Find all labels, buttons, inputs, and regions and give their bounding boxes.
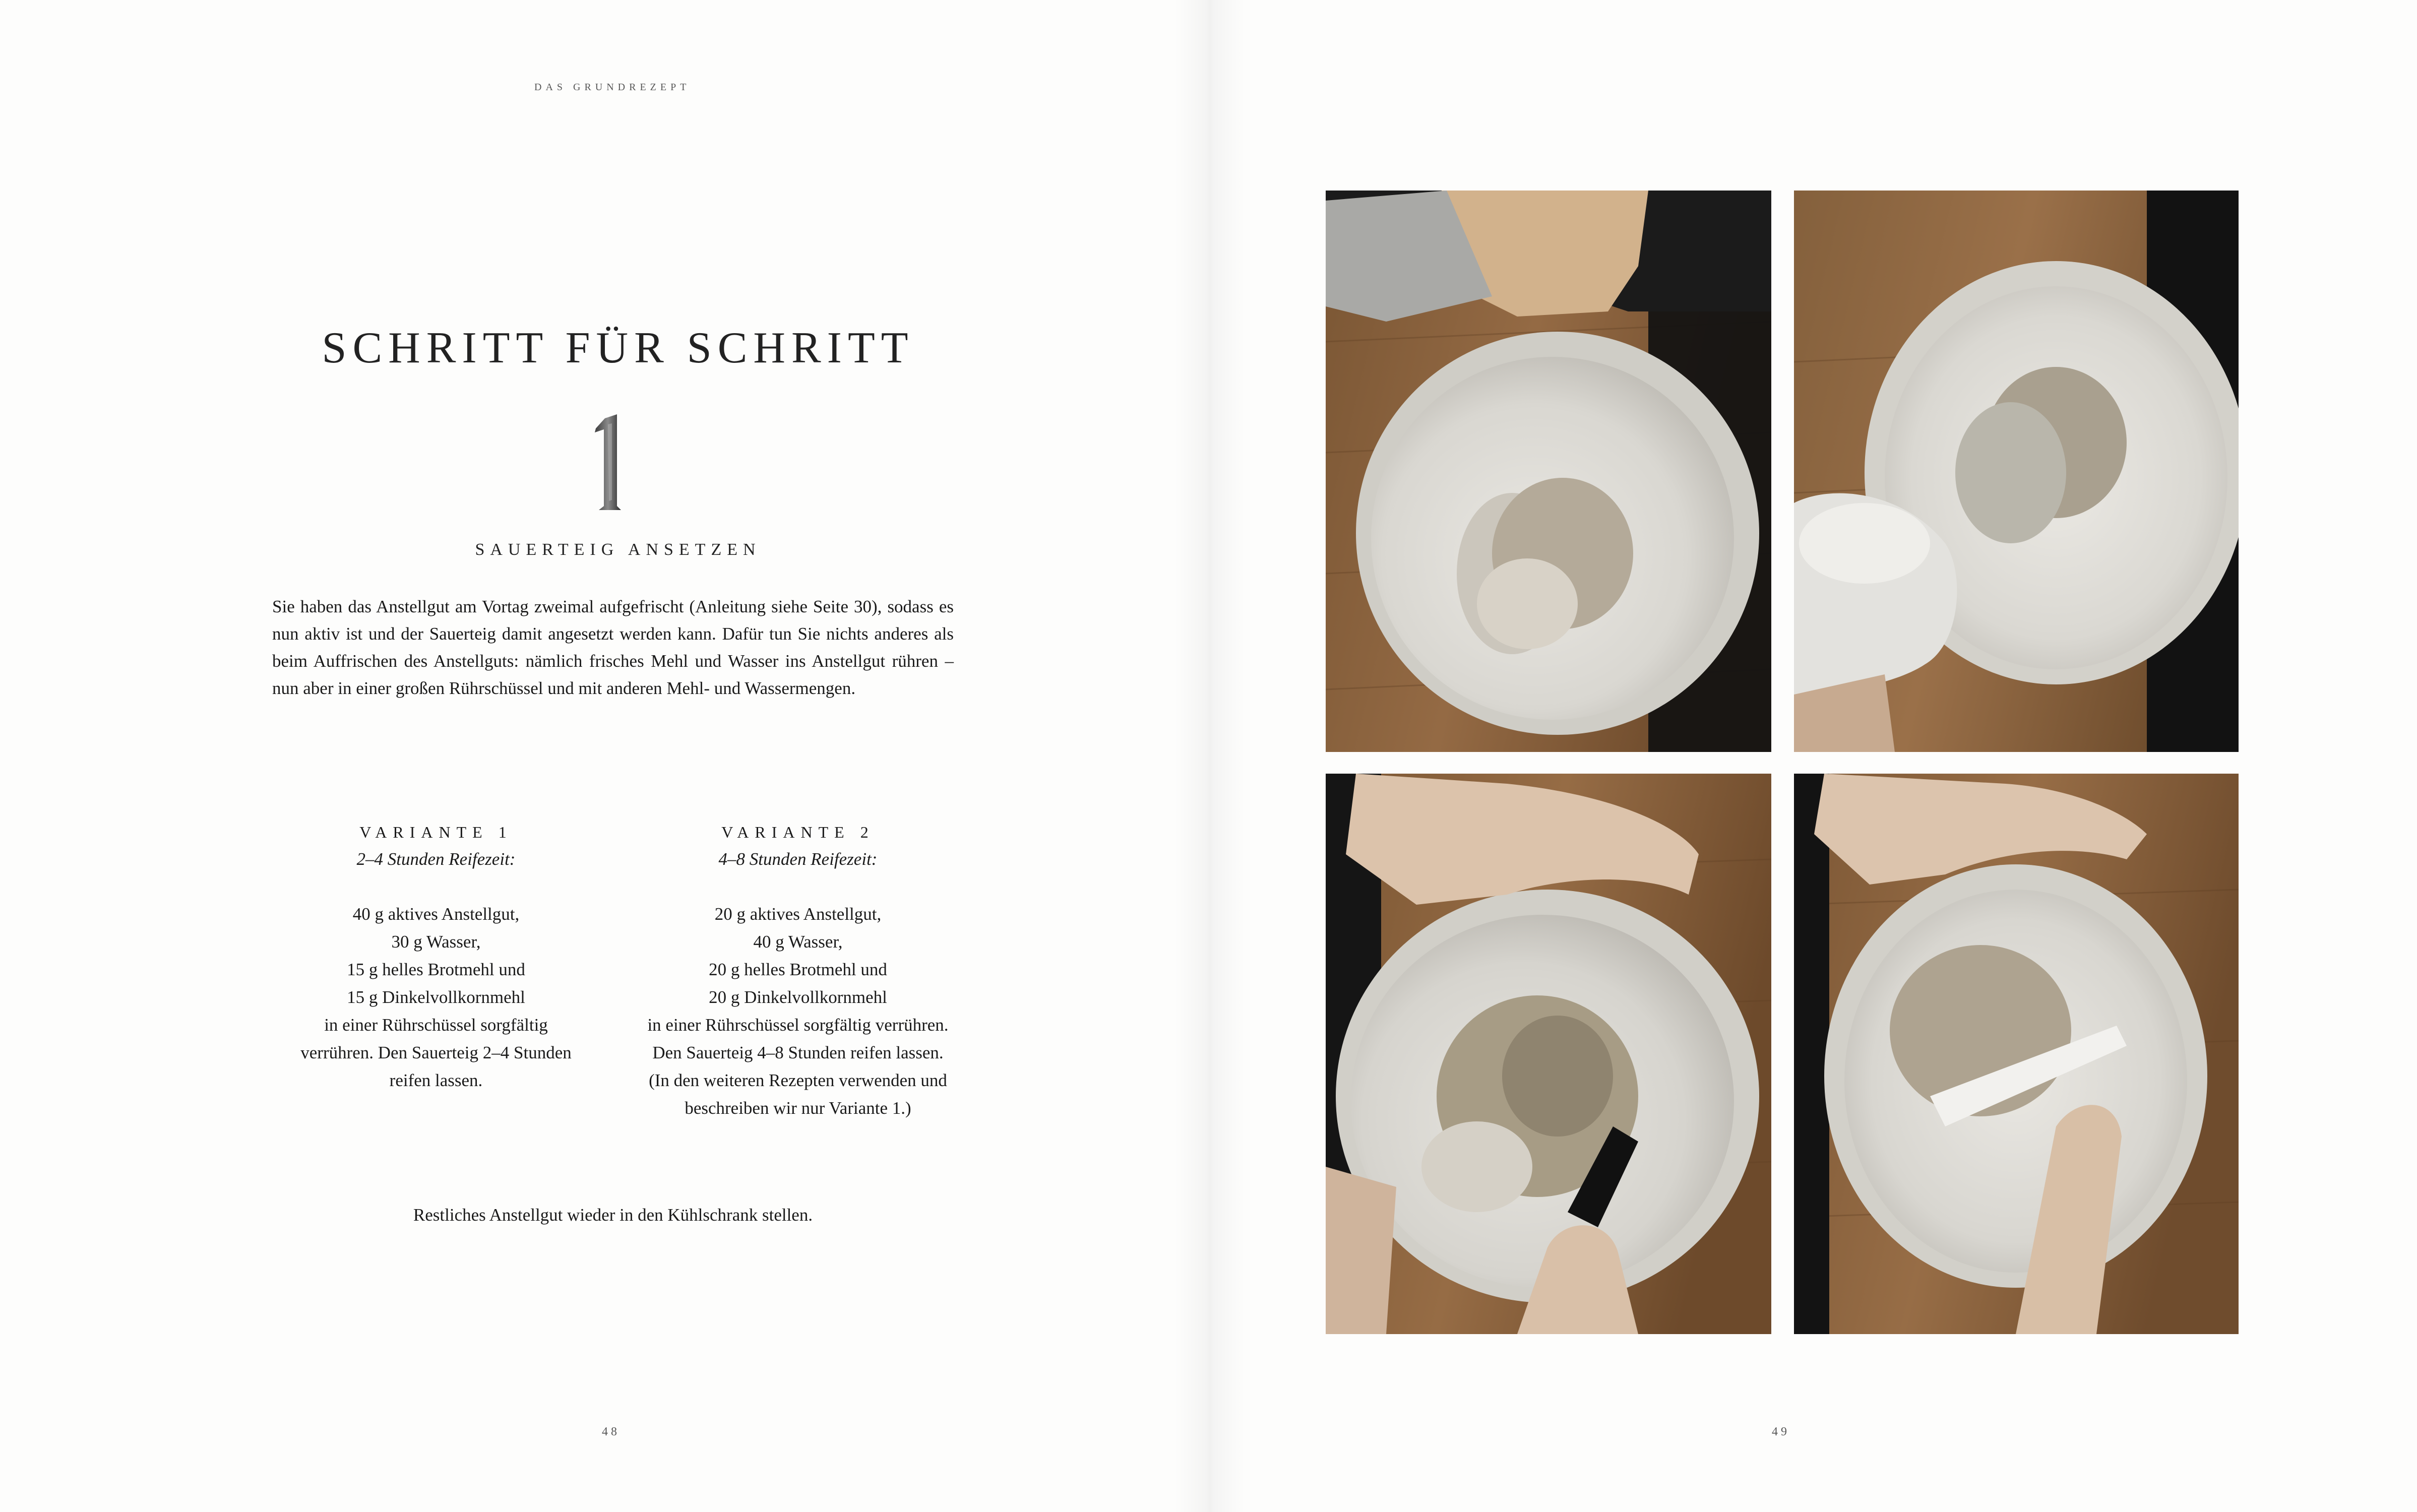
variant-line: 15 g Dinkelvollkornmehl bbox=[347, 987, 525, 1007]
photo-step-scrape-bowl bbox=[1794, 774, 2239, 1334]
variant-1-block bbox=[272, 818, 600, 1094]
variant-line: 40 g Wasser, bbox=[753, 932, 843, 952]
closing-note: Restliches Anstellgut wieder in den Kühlschrank stellen. bbox=[413, 1205, 813, 1225]
intro-line: Sie nichts anderes als beim Auffrischen des Anstellguts: nämlich frisches Mehl und bbox=[272, 624, 954, 671]
variant-line: 20 g aktives Anstellgut, bbox=[714, 904, 882, 924]
variant-time: 2–4 Stunden Reifezeit: bbox=[356, 849, 516, 869]
intro-paragraph bbox=[272, 593, 954, 702]
intro-line: sodass es nun aktiv ist und der Sauerteig damit angesetzt werden kann. Dafür tun bbox=[272, 597, 954, 644]
variant-line: beschreiben wir nur Variante 1.) bbox=[685, 1098, 911, 1118]
photo-step-stir-mixture bbox=[1326, 774, 1771, 1334]
photo-step-pour-water bbox=[1794, 191, 2239, 752]
page-number-right: 49 bbox=[1772, 1425, 1790, 1438]
intro-line: Sie haben das Anstellgut am Vortag zweimal aufgefrischt (Anleitung siehe Seite 30), bbox=[272, 597, 882, 616]
variant-line: in einer Rührschüssel sorgfältig verrühren. bbox=[647, 1015, 949, 1035]
variant-line: 15 g helles Brotmehl und bbox=[347, 960, 525, 979]
variant-line: in einer Rührschüssel sorgfältig bbox=[324, 1015, 548, 1035]
variant-line: Den Sauerteig 4–8 Stunden reifen lassen. bbox=[652, 1043, 944, 1062]
page-number-left: 48 bbox=[602, 1425, 620, 1438]
step-number-one bbox=[590, 414, 628, 510]
variant-line: 40 g aktives Anstellgut, bbox=[352, 904, 520, 924]
variant-2-block bbox=[634, 818, 962, 1122]
photo-step-flour-in-bowl bbox=[1326, 191, 1771, 752]
variant-time: 4–8 Stunden Reifezeit: bbox=[718, 849, 878, 869]
variant-line: 20 g Dinkelvollkornmehl bbox=[709, 987, 887, 1007]
intro-line: Wasser ins Anstellgut rühren – nun aber in einer großen Rührschüssel und mit anderen bbox=[272, 651, 954, 698]
left-page bbox=[0, 0, 1208, 1512]
variant-line: (In den weiteren Rezepten verwenden und bbox=[649, 1070, 947, 1090]
page-title: SCHRITT FÜR SCHRITT bbox=[322, 324, 914, 372]
intro-line: Mehl- und Wassermengen. bbox=[666, 678, 856, 698]
variant-line: 30 g Wasser, bbox=[391, 932, 481, 952]
variant-heading: VARIANTE 1 bbox=[359, 823, 513, 841]
variant-line: verrühren. Den Sauerteig 2–4 Stunden bbox=[300, 1043, 572, 1062]
variant-line: 20 g helles Brotmehl und bbox=[709, 960, 887, 979]
running-head: DAS GRUNDREZEPT bbox=[534, 82, 691, 93]
variant-heading: VARIANTE 2 bbox=[721, 823, 875, 841]
section-subtitle: SAUERTEIG ANSETZEN bbox=[475, 540, 761, 559]
variant-line: reifen lassen. bbox=[389, 1070, 483, 1090]
